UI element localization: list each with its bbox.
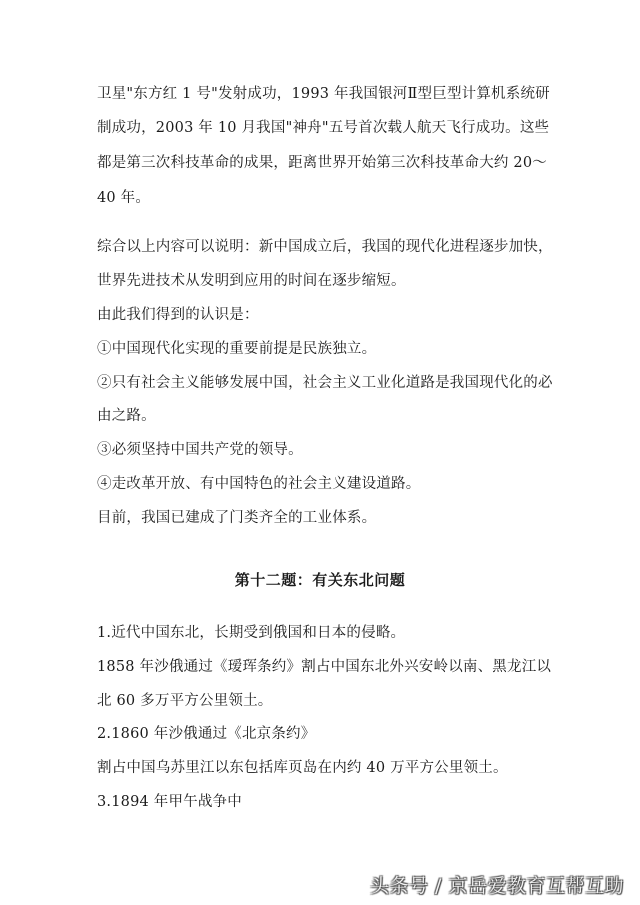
watermark: 头条号 / 京岳爱教育互帮互助 [370,875,624,897]
text-line: 3.1894 年甲午战争中 [97,794,242,810]
text-line: 制成功，2003 年 10 月我国"神舟"五号首次载人航天飞行成功。这些 [97,120,550,136]
list-item: ①中国现代化实现的重要前提是民族独立。 [97,341,377,357]
text-line: 世界先进技术从发明到应用的时间在逐步缩短。 [97,273,406,289]
text-line: 1.近代中国东北，长期受到俄国和日本的侵略。 [97,625,406,641]
text-line: 综合以上内容可以说明：新中国成立后，我国的现代化进程逐步加快， [97,239,553,255]
text-line: 1858 年沙俄通过《瑷珲条约》割占中国东北外兴安岭以南、黑龙江以 [97,659,552,675]
text-line: 40 年。 [97,190,151,206]
section-title: 第十二题：有关东北问题 [234,571,406,589]
list-item: 由之路。 [97,408,156,424]
list-item: ③必须坚持中国共产党的领导。 [97,442,303,458]
text-line: 2.1860 年沙俄通过《北京条约》 [97,726,316,742]
text-line: 目前，我国已建成了门类齐全的工业体系。 [97,510,377,526]
list-item: ④走改革开放、有中国特色的社会主义建设道路。 [97,476,421,492]
text-line: 卫星"东方红 1 号"发射成功，1993 年我国银河Ⅱ型巨型计算机系统研 [97,86,550,102]
text-line: 都是第三次科技革命的成果，距离世界开始第三次科技革命大约 20～ [97,155,547,171]
text-line: 割占中国乌苏里江以东包括库页岛在内约 40 万平方公里领土。 [97,760,508,776]
list-item: ②只有社会主义能够发展中国，社会主义工业化道路是我国现代化的必 [97,375,553,391]
text-line: 由此我们得到的认识是： [97,307,259,323]
text-line: 北 60 多万平方公里领土。 [97,693,273,709]
